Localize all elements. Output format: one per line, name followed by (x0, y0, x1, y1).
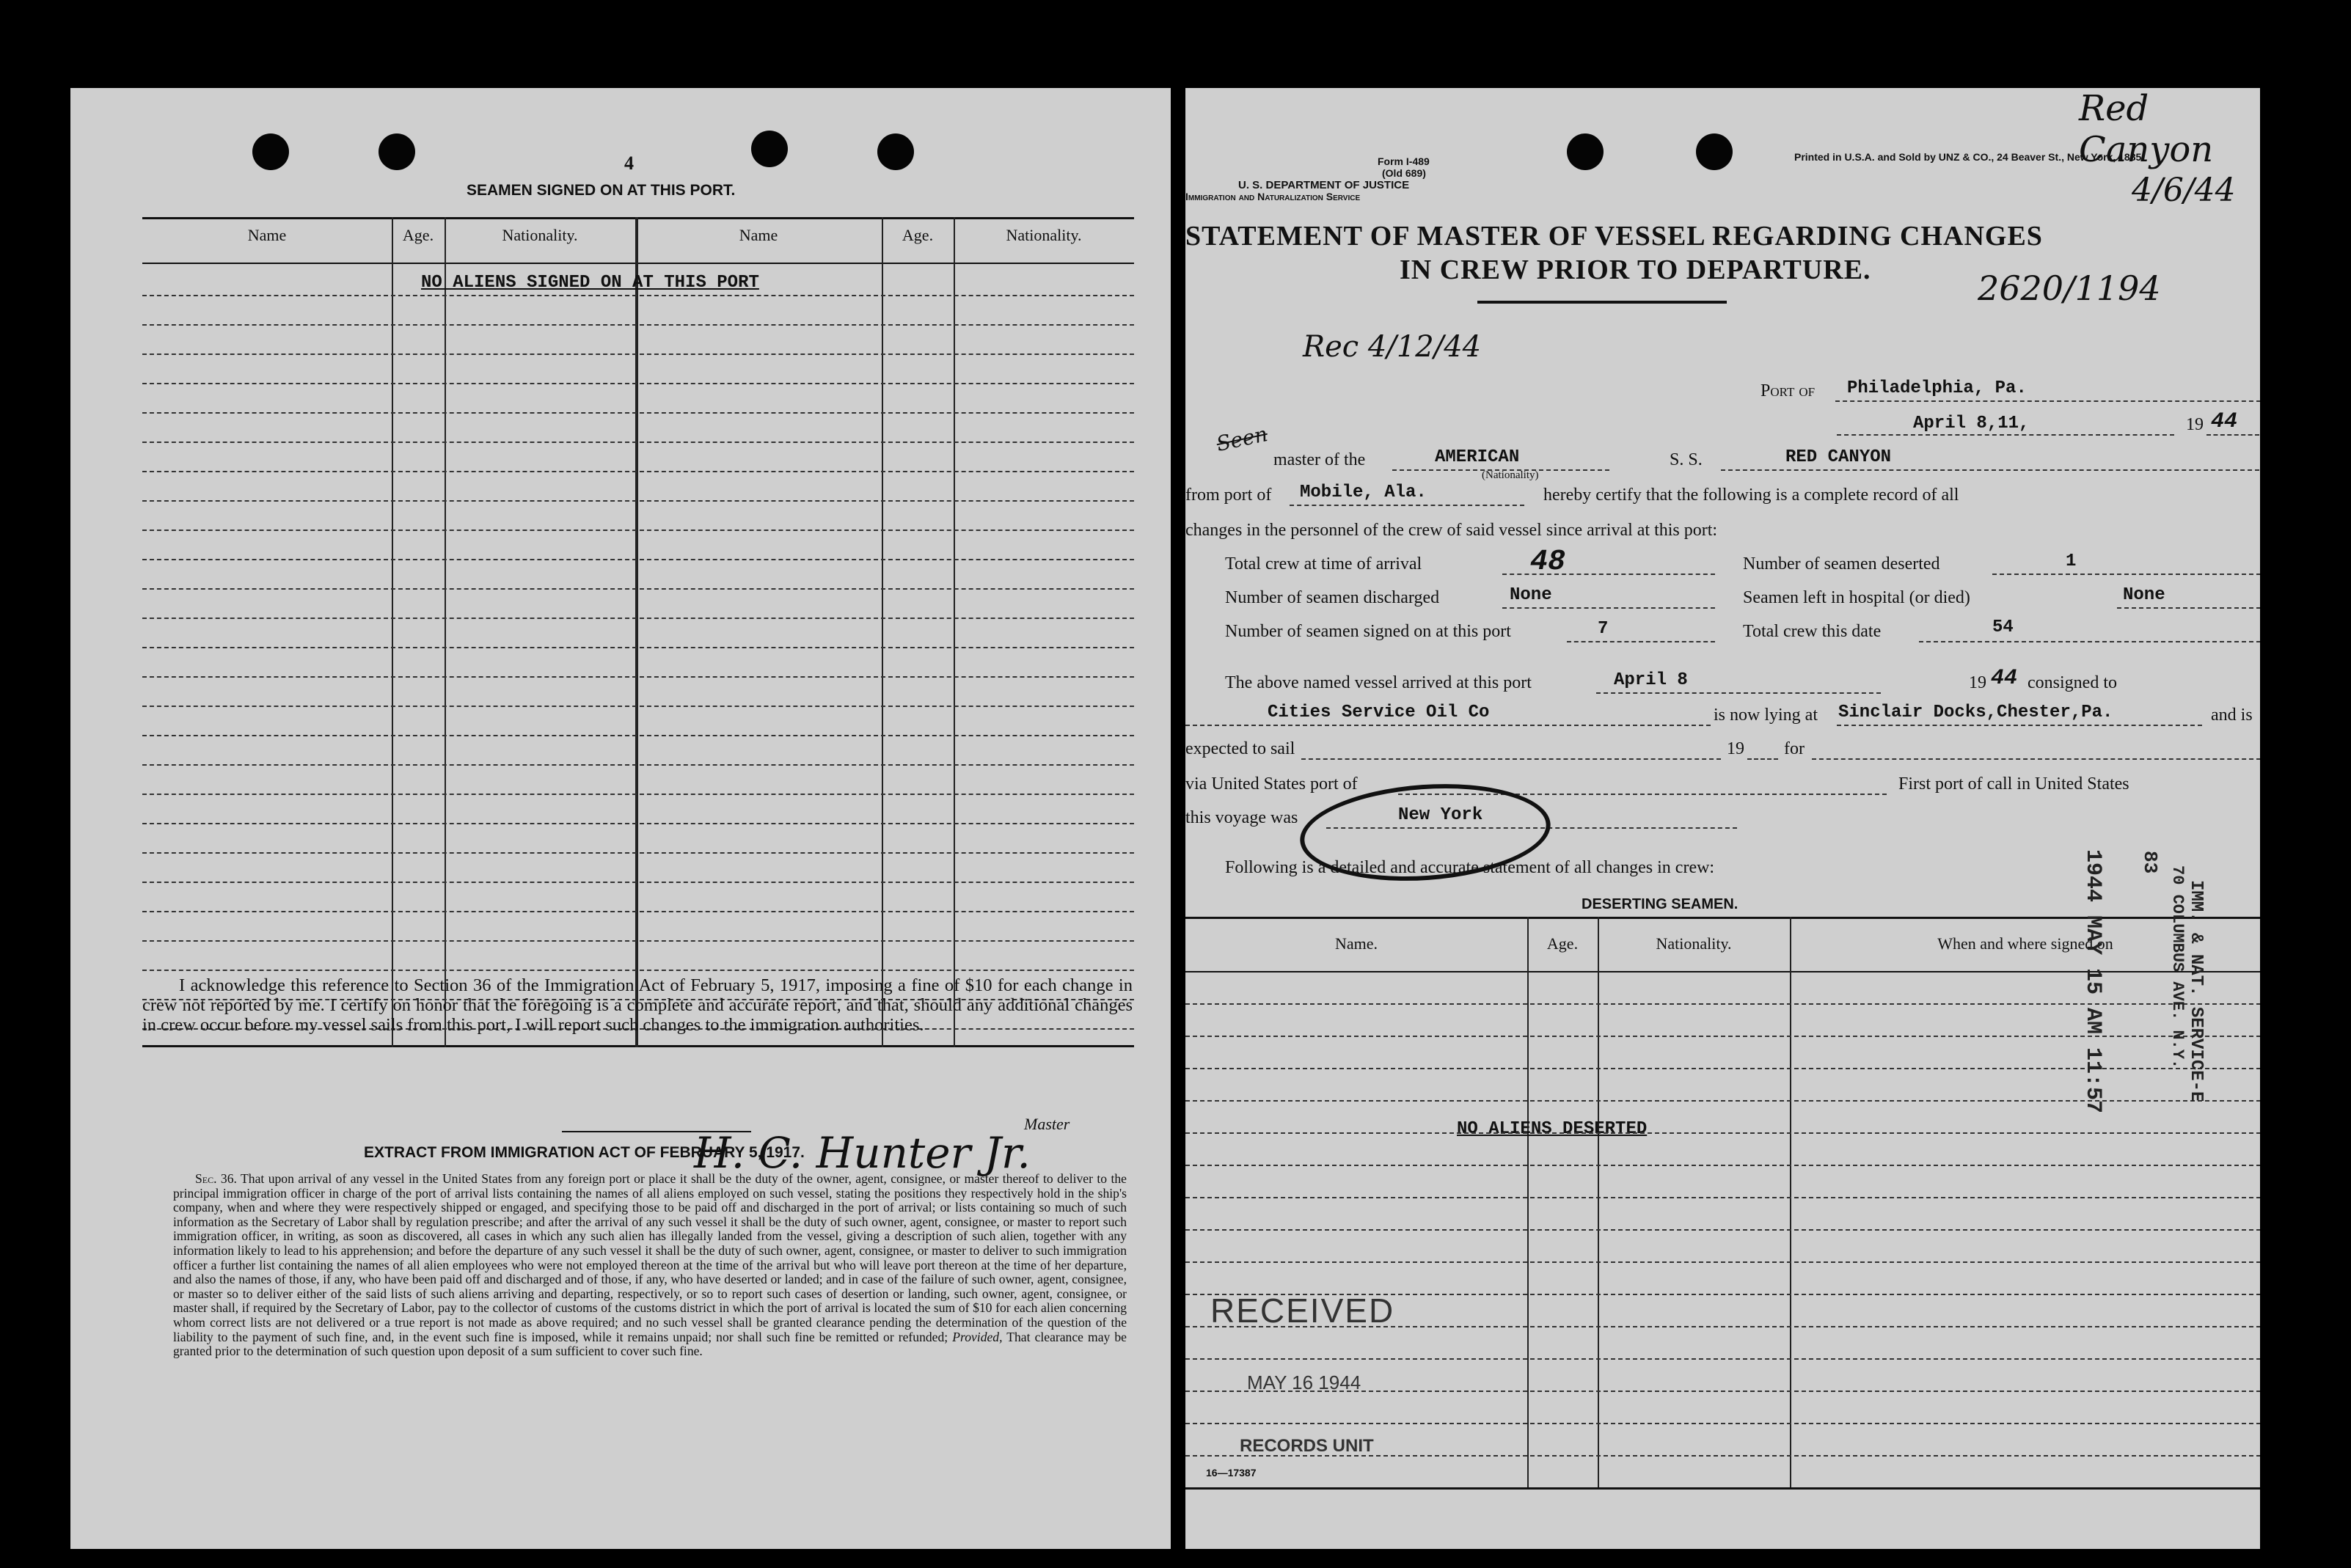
column-header: Nationality. (502, 226, 578, 244)
punch-hole (1696, 133, 1733, 170)
column-header: Age. (402, 226, 434, 244)
no-aliens-entry: NO ALIENS SIGNED ON AT THIS PORT (421, 273, 759, 293)
signed-on-table (142, 217, 1134, 1047)
from-port-label: from port of (1185, 486, 1272, 505)
extract-title: EXTRACT FROM IMMIGRATION ACT OF FEBRUARY 5, 1917. (364, 1144, 805, 1161)
handwritten-file-number: 2620/1194 (1978, 268, 2161, 308)
column-header: Nationality. (1006, 226, 1082, 244)
section-36-text (173, 1172, 1127, 1359)
page-number: 4 (624, 153, 634, 174)
consignee-value: Cities Service Oil Co (1268, 703, 1490, 722)
records-unit-stamp: RECORDS UNIT (1240, 1436, 1374, 1456)
arrived-label: The above named vessel arrived at this port (1225, 673, 1532, 692)
service-stamp: IMM. & NAT. SERVICE-E (2186, 880, 2206, 1102)
discharged-value: None (1510, 585, 1552, 605)
section-body: That upon arrival of any vessel in the United States from any foreign port or place it shall be the duty of the owner, agent, consignee, or master thereof to deliver to the principal immigration officer in charge of the port of arrival lists containing the names of all aliens employed on such vessel, stating the positions they respectively hold in the ship's company, when and where they were respectively shipped or engaged, and specifying those to be paid off and discharged in the port of arrival; or lists containing so much of such information as the Secretary of Labor shall by regulation prescribe; and after the arrival of any such vessel it shall be the duty of such owner, agent, consignee, or master to report such immigration officer, in writing, as soon as discovered, all cases in which any such alien has illegally landed from the vessel, giving a description of such alien, together with any information likely to lead to his apprehension; and before the departure of any such vessel it shall be the duty of such owner, agent, consignee, or master to deliver to such immigration officer a further list containing the names of all alien employees who were not employed thereon at the time of the arrival but who will leave port thereon at the time of her departure, and also the names of those, if any, who have been paid off and discharged and of those, if any, who have deserted or landed; and in case of the failure of such owner, agent, consignee, or master so to deliver either of the said lists of such aliens arriving and departing, respectively, or so to report such cases of desertion or landing, such owner, agent, consignee, or master shall, if required by the Secretary of Labor, pay to the collector of customs of the customs district in which the port of arrival is located the sum of $10 for each alien concerning whom correct lists are not delivered or a true report is not made as above required; and no such vessel shall be granted clearance pending the determination of the question of the liability to the payment of such fine, and, in the event such fine is imposed, while it remains unpaid; nor shall such fine be remitted or refunded; (173, 1171, 1127, 1344)
right-page (1185, 88, 2260, 1549)
arrived-year-value: 44 (1991, 666, 2018, 691)
following-text: Following is a detailed and accurate statement of all changes in crew: (1225, 858, 1715, 877)
received-note: Rec 4/12/44 (1303, 330, 1482, 364)
handwritten-date: 4/6/44 (2132, 172, 2236, 209)
printer-note: Printed in U.S.A. and Sold by UNZ & CO., 24 Beaver St., New York, 1885 (1794, 151, 2142, 163)
title-underline (1477, 301, 1727, 304)
received-stamp: RECEIVED (1210, 1292, 1395, 1330)
form-old-number: (Old 689) (1382, 167, 1426, 179)
signed-on-label: Number of seamen signed on at this port (1225, 622, 1511, 641)
punch-hole (379, 133, 415, 170)
handwritten-vessel-note: Red Canyon (2079, 88, 2214, 170)
signed-on-value: 7 (1598, 619, 1609, 639)
received-stamp-date: MAY 16 1944 (1247, 1371, 1361, 1393)
year-value: 44 (2211, 409, 2238, 434)
column-header: Age. (902, 226, 934, 244)
voyage-value: New York (1398, 805, 1483, 825)
form-title-line-2: IN CREW PRIOR TO DEPARTURE. (1400, 254, 1871, 285)
time-received-stamp: 1944 MAY 15 AM 11:57 (2080, 849, 2105, 1114)
stamp-number: 83 (2139, 851, 2161, 874)
deserted-value: 1 (2066, 552, 2077, 571)
discharged-label: Number of seamen discharged (1225, 588, 1440, 607)
column-header: Name (739, 226, 778, 244)
section-tail: That clearance may be granted prior to the determination of such question upon deposit of a sum sufficient to cover such fine. (173, 1329, 1127, 1359)
consigned-label: consigned to (2028, 673, 2117, 692)
master-signature: H. C. Hunter Jr. (694, 1128, 1031, 1178)
via-label: via United States port of (1185, 774, 1358, 794)
service-name: Immigration and Naturalization Service (1185, 191, 1361, 202)
column-header: Name. (1334, 934, 1378, 953)
voyage-label: this voyage was (1185, 808, 1298, 827)
first-port-label: First port of call in United States (1898, 774, 2129, 794)
column-header: Age. (1546, 934, 1579, 953)
master-label: master of the (1273, 450, 1366, 469)
port-value: Philadelphia, Pa. (1847, 378, 2027, 398)
form-number: Form I-489 (1378, 155, 1430, 167)
column-header: Name (247, 226, 287, 244)
signature-line (562, 1131, 751, 1132)
master-handwritten: Seen (1214, 422, 1270, 456)
expected-label: expected to sail (1185, 739, 1295, 758)
port-label: Port of (1760, 381, 1816, 400)
signature-label: Master (1024, 1115, 1070, 1133)
year-prefix: 19 (2186, 415, 2204, 434)
column-header: Nationality. (1656, 934, 1732, 953)
section-title: SEAMEN SIGNED ON AT THIS PORT. (467, 182, 736, 199)
footer-code: 16—17387 (1206, 1467, 1257, 1479)
arrived-year-prefix: 19 (1969, 673, 1986, 692)
arrived-value: April 8 (1614, 670, 1688, 690)
lying-value: Sinclair Docks,Chester,Pa. (1838, 703, 2113, 722)
no-aliens-deserted-entry: NO ALIENS DESERTED (1457, 1119, 1648, 1139)
total-crew-arrival-label: Total crew at time of arrival (1225, 554, 1422, 574)
for-label: for (1784, 739, 1805, 758)
section-proviso: Provided, (952, 1329, 1003, 1344)
lying-label: is now lying at (1714, 706, 1818, 725)
hospital-label: Seamen left in hospital (or died) (1743, 588, 1970, 607)
punch-hole (751, 131, 788, 167)
nationality-label: (Nationality) (1482, 469, 1539, 481)
punch-hole (252, 133, 289, 170)
hospital-value: None (2123, 585, 2165, 605)
deserting-title: DESERTING SEAMEN. (1582, 896, 1738, 912)
total-crew-date-value: 54 (1992, 618, 2014, 637)
punch-hole (877, 133, 914, 170)
deserted-label: Number of seamen deserted (1743, 554, 1940, 574)
total-crew-date-label: Total crew this date (1743, 622, 1882, 641)
column-header: When and where signed on (1937, 934, 2113, 953)
changes-text: changes in the personnel of the crew of said vessel since arrival at this port: (1185, 521, 1718, 540)
and-is-text: and is (2211, 706, 2253, 725)
acknowledgment-text: I acknowledge this reference to Section 36 of the Immigration Act of February 5, 1917, imposing a fine of $10 for each change in crew not reported by me. I certify on honor that the foregoing is a complete and accurate report, and that, should any additional changes in crew occur before my vessel sails from this port, I will report such changes to the immigration authorities. (142, 975, 1133, 1035)
punch-hole (1567, 133, 1604, 170)
left-page (70, 88, 1171, 1549)
section-label: Sec. 36. (195, 1171, 237, 1186)
total-crew-arrival-value: 48 (1530, 546, 1566, 579)
department-name: U. S. DEPARTMENT OF JUSTICE (1238, 179, 1410, 191)
vessel-value: RED CANYON (1785, 447, 1892, 467)
address-stamp: 70 COLUMBUS AVE. N.Y. (2168, 865, 2187, 1069)
date-value: April 8,11, (1913, 414, 2030, 433)
from-port-value: Mobile, Ala. (1300, 483, 1427, 502)
nationality-value: AMERICAN (1435, 447, 1520, 467)
certify-text: hereby certify that the following is a complete record of all (1543, 486, 1959, 505)
ss-label: S. S. (1670, 450, 1703, 469)
expected-year: 19 (1727, 739, 1744, 758)
form-title-line-1: STATEMENT OF MASTER OF VESSEL REGARDING CHANGES (1185, 221, 2043, 252)
